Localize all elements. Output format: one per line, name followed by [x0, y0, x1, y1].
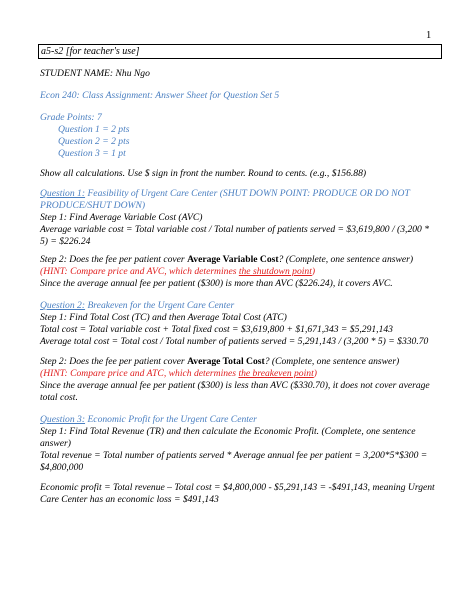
- q2-calc-atc: Average total cost = Total cost / Total number of patients served = 5,291,143 / (3,200 * 5) = $330.70: [40, 336, 429, 347]
- q2-label: Question 2:: [40, 300, 86, 311]
- q3-step1-line1: Step 1: Find Total Revenue (TR) and then calculate the Economic Profit. (Complete, one sentence: [40, 426, 416, 437]
- q2-step2-bold: Average Total Cost: [187, 356, 265, 367]
- q1-answer: Since the average annual fee per patient ($300) is more than AVC ($226.24), it covers AVC.: [40, 278, 393, 289]
- q1-calc-line1: Average variable cost = Total variable cost / Total number of patients served = $3,619,800 / (3,200 *: [40, 224, 430, 235]
- grade-points: Grade Points: 7: [40, 112, 102, 123]
- q1-title: Feasibility of Urgent Care Center (SHUT DOWN POINT: PRODUCE OR DO NOT: [85, 188, 410, 199]
- grade-q1: Question 1 = 2 pts: [58, 124, 130, 135]
- q3-step1-line2: answer): [40, 438, 71, 449]
- q2-heading: [40, 300, 234, 312]
- q1-calc-line2: 5) = $226.24: [40, 236, 91, 247]
- q2-hint-text: (HINT: Compare price and ATC, which determines: [40, 368, 239, 379]
- q1-step1: Step 1: Find Average Variable Cost (AVC): [40, 212, 203, 223]
- student-name: STUDENT NAME: Nhu Ngo: [40, 68, 150, 79]
- q2-hint-close: ): [313, 368, 317, 379]
- q2-title: Breakeven for the Urgent Care Center: [85, 300, 235, 311]
- q1-hint-close: ): [311, 266, 316, 277]
- q2-answer-line1: Since the average annual fee per patient ($300) is less than AVC ($330.70), it does not cover average: [40, 380, 430, 391]
- q2-calc-tc: Total cost = Total variable cost + Total fixed cost = $3,619,800 + $1,671,343 = $5,291,143: [40, 324, 393, 335]
- q3-label: Question 3:: [40, 414, 86, 425]
- q1-step2-text: Step 2: Does the fee per patient cover: [40, 254, 188, 265]
- instructions: Show all calculations. Use $ sign in front the number. Round to cents. (e.g., $156.88): [40, 168, 367, 179]
- course-title: Econ 240: Class Assignment: Answer Sheet for Question Set 5: [40, 90, 280, 101]
- q2-step2-post: ? (Complete, one sentence answer): [264, 356, 400, 367]
- q1-hint-text: (HINT: Compare price and AVC, which determines: [40, 266, 239, 277]
- grade-q3: Question 3 = 1 pt: [58, 148, 126, 159]
- q2-step2: [40, 356, 399, 368]
- q2-answer-line2: total cost.: [40, 392, 78, 403]
- grade-q2: Question 2 = 2 pts: [58, 136, 130, 147]
- q1-heading: [40, 188, 410, 200]
- page-number: 1: [426, 30, 432, 41]
- q1-title-cont: PRODUCE/SHUT DOWN): [40, 200, 146, 211]
- q3-tr-line1: Total revenue = Total number of patients served * Average annual fee per patient = 3,200*5*$300 =: [40, 450, 428, 461]
- q1-step2-bold: Average Variable Cost: [187, 254, 279, 265]
- q1-hint: [40, 266, 315, 278]
- q3-title: Economic Profit for the Urgent Care Center: [85, 414, 257, 425]
- q2-hint: [40, 368, 317, 380]
- q3-heading: [40, 414, 257, 426]
- q3-profit-line1: Economic profit = Total revenue – Total cost = $4,800,000 - $5,291,143 = -$491,143, meaning Urgent: [40, 482, 435, 493]
- q1-step2-post: ? (Complete, one sentence answer): [278, 254, 414, 265]
- q2-step1: Step 1: Find Total Cost (TC) and then Average Total Cost (ATC): [40, 312, 287, 323]
- q2-step2-text: Step 2: Does the fee per patient cover: [40, 356, 188, 367]
- q3-profit-line2: Care Center has an economic loss = $491,143: [40, 494, 219, 505]
- q1-hint-link[interactable]: the shutdown point: [238, 266, 312, 277]
- teacher-use-box: a5-s2 [for teacher's use]: [38, 44, 442, 59]
- q1-step2: [40, 254, 413, 266]
- q3-tr-line2: $4,800,000: [40, 462, 84, 473]
- q2-hint-link[interactable]: the breakeven point: [238, 368, 314, 379]
- q1-label: Question 1:: [40, 188, 86, 199]
